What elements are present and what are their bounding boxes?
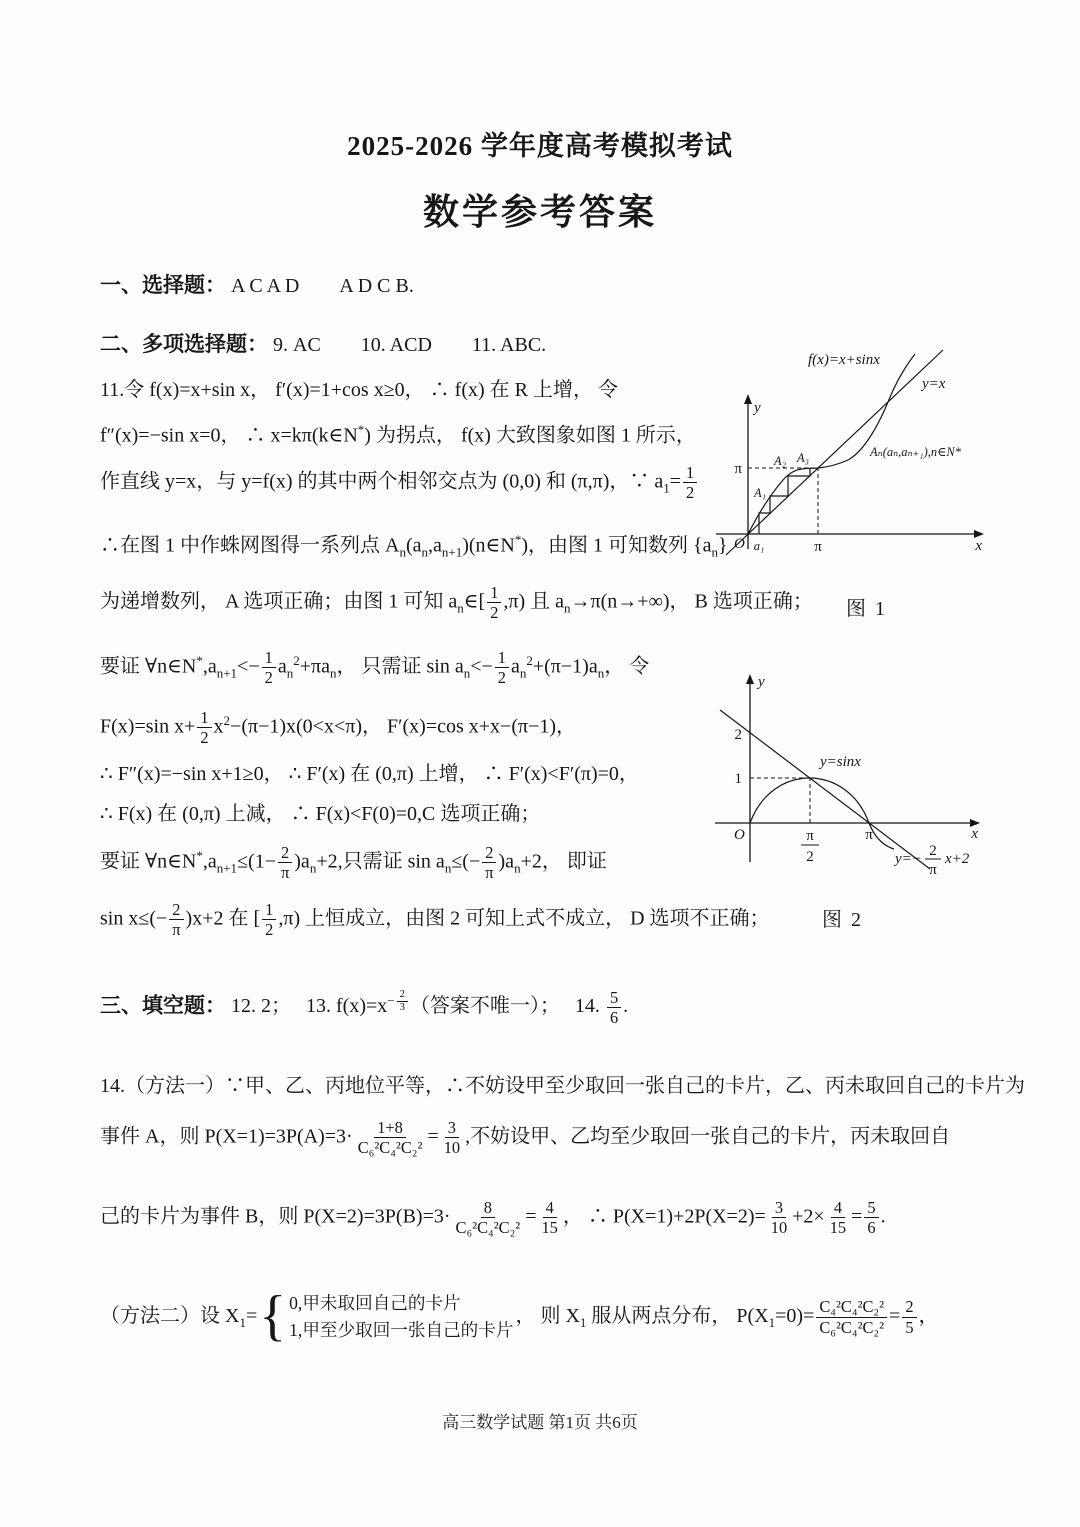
fig1-point-a3-label: A₃ <box>797 451 809 465</box>
p11-line-6: 要证 $\forall n\in N^*,a_{n+1}<-$ $\frac{1}{2}$ $a_n^2+\pi a_n$， 只需证 $\sin a_n<-$ $\frac{1}{2}$ $a_n^2+(\pi-1)a_n$， 令 <box>100 648 650 688</box>
fig2-line-label-post: x+2 <box>945 851 970 867</box>
fig1-caption: 图 1 <box>846 598 887 620</box>
p11-line-3: 作直线 y=x，与 y=f(x) 的其中两个相邻交点为 (0,0) 和 (π,π)，∵ $a_1=$ $\frac{1}{2}$ <box>100 463 699 503</box>
p11-line-9: ∴ F(x) 在 (0,π) 上减， ∴ F(x)<F(0)=0,C 选项正确； <box>100 803 541 825</box>
fig2-line-neg-slope <box>720 710 930 869</box>
fig1-x-label: x <box>975 538 982 554</box>
section-choice <box>100 270 414 301</box>
p11-line-2: f″(x)=−sin x=0， ∴ x=kπ(k∈N*) 为拐点， f(x) 大致图象如图 1 所示， <box>100 422 696 447</box>
section-choice-answers: A C A D A D C B. <box>231 275 414 297</box>
fig1-curve-label: f(x)=x+sinx <box>808 352 880 368</box>
fig2-origin-label: O <box>734 827 745 843</box>
p11-line-5: 为递增数列， A 选项正确；由图 1 可知 $a_n\in$[ $\frac{1}{2}$ ,π) 且 $a_n\to\pi(n\to+\infty)$， B 选项正确； <box>100 583 813 623</box>
fig2-halfpi-denominator: 2 <box>806 849 814 865</box>
p14-line-4: （方法二）设 $X_1=$ { 0,甲未取回自己的卡片 1,甲至少取回一张自己的卡片 ， 则 $X_1$ 服从两点分布， $P(X_1=0)=$ $\frac{\text{C₄²C₄²C₂²}}{\text{C₆²C₄²C₂²}}$ = $\frac{2}{5}$ ， <box>100 1285 939 1348</box>
fig2-pi-tick: π <box>865 827 873 843</box>
fig2-two-tick: 2 <box>734 727 742 743</box>
p14-line-3: 己的卡片为事件 B，则 P(X=2)=3P(B)=3· $\frac{8}{\text{C₆²C₄²C₂²}}$ = $\frac{4}{15}$ ， ∴ P(X=1)+2P(X=2)= $\frac{3}{10}$ +2× $\frac{4}{15}$ = $\frac{5}{6}$ . <box>100 1198 886 1238</box>
fig1-y-axis-arrow-icon <box>744 394 752 404</box>
fig1-points-label: Aₙ(aₙ,aₙ₊₁),n∈N* <box>870 445 961 459</box>
figure-1 <box>690 342 1000 597</box>
section-multi-label: 二、多项选择题： <box>100 332 268 356</box>
fig1-pi-x-tick: π <box>814 539 822 555</box>
fig2-halfpi-numerator: π <box>806 828 814 844</box>
page-footer: 高三数学试题 第1页 共6页 <box>442 1413 638 1432</box>
page-title: 2025-2026 学年度高考模拟考试 <box>347 131 733 161</box>
fig1-a1-tick: a₁ <box>753 539 765 553</box>
fig2-line-label-numerator: 2 <box>929 843 937 859</box>
fig1-origin-label: O <box>734 536 745 552</box>
fig2-caption: 图 2 <box>822 909 863 931</box>
p11-line-8: ∴ F″(x)=−sin x+1≥0， ∴ F′(x) 在 (0,π) 上增， ∴ F′(x)<F′(π)=0， <box>100 763 639 785</box>
p11-line-4: ∴在图 1 中作蛛网图得一系列点 $A_n(a_n,a_{n+1})(n\in N^*)$，由图 1 可知数列 $\{a_n\}$ <box>100 532 728 560</box>
p14-line-1: 14.（方法一）∵甲、乙、丙地位平等，∴不妨设甲至少取回一张自己的卡片，乙、丙未取回自己的卡片为 <box>100 1075 1025 1097</box>
fig1-y-label: y <box>754 400 761 416</box>
p11-line-7: F(x)=sin x+ $\frac{1}{2}$ $x^2-(\pi-1)x(0<x<\pi)$， F′(x)=cos x+x−(π−1)， <box>100 708 577 748</box>
p11-line-10: 要证 $\forall n\in N^*,a_{n+1}\le(1-$ $\frac{2}{\pi}$ )$a_n+2$,只需证 $\sin a_n\le(-$ $\frac{2}{\pi}$ )$a_n+2$， 即证 <box>100 843 607 883</box>
fig2-y-label: y <box>758 674 765 690</box>
fig1-pi-y-tick: π <box>734 461 742 477</box>
fig1-point-a1-label: A₁ <box>754 486 766 500</box>
fig2-one-tick: 1 <box>734 771 742 787</box>
fig2-line-label-denominator: π <box>929 862 937 878</box>
figure-2 <box>690 666 1000 903</box>
fig2-line-label-pre: y=− <box>895 851 922 867</box>
section-choice-label: 一、选择题： <box>100 273 226 297</box>
fig1-curve-x-plus-sinx <box>748 354 915 534</box>
fig1-x-axis-arrow-icon <box>974 530 984 538</box>
section-fill-label: 三、填空题： <box>100 993 226 1018</box>
fig1-point-a2-label: A₂ <box>774 454 786 468</box>
p11-line-11: sin x≤(− $\frac{2}{\pi}$ )x+2 在 [ $\frac{1}{2}$ ,π) 上恒成立，由图 2 可知上式不成立， D 选项不正确； <box>100 900 770 940</box>
p11-line-1: 11.令 f(x)=x+sin x， f′(x)=1+cos x≥0， ∴ f(x) 在 R 上增， 令 <box>100 379 619 401</box>
section-fill-answers: 12. 2； 13. $f(x)=x^{- \frac{2}{3}}$ （答案不唯一）； 14. $\frac{5}{6}$ . <box>231 988 629 1028</box>
section-multi <box>100 329 546 360</box>
section-fill <box>100 988 628 1028</box>
fig2-x-label: x <box>971 826 978 842</box>
fig2-dashed-guides <box>750 778 810 823</box>
fig1-diagonal-label: y=x <box>922 376 946 392</box>
fig2-y-axis-arrow-icon <box>746 674 754 684</box>
page-subtitle: 数学参考答案 <box>422 192 657 232</box>
p14-line-2: 事件 A，则 P(X=1)=3P(A)=3· $\frac{1+8}{\text{C₆²C₄²C₂²}}$ = $\frac{3}{10}$ ,不妨设甲、乙均至少取回一张自己的卡片，丙未取回自 <box>100 1118 951 1158</box>
fig2-curve-label: y=sinx <box>820 754 861 770</box>
section-multi-answers: 9. AC 10. ACD 11. ABC. <box>273 334 547 356</box>
